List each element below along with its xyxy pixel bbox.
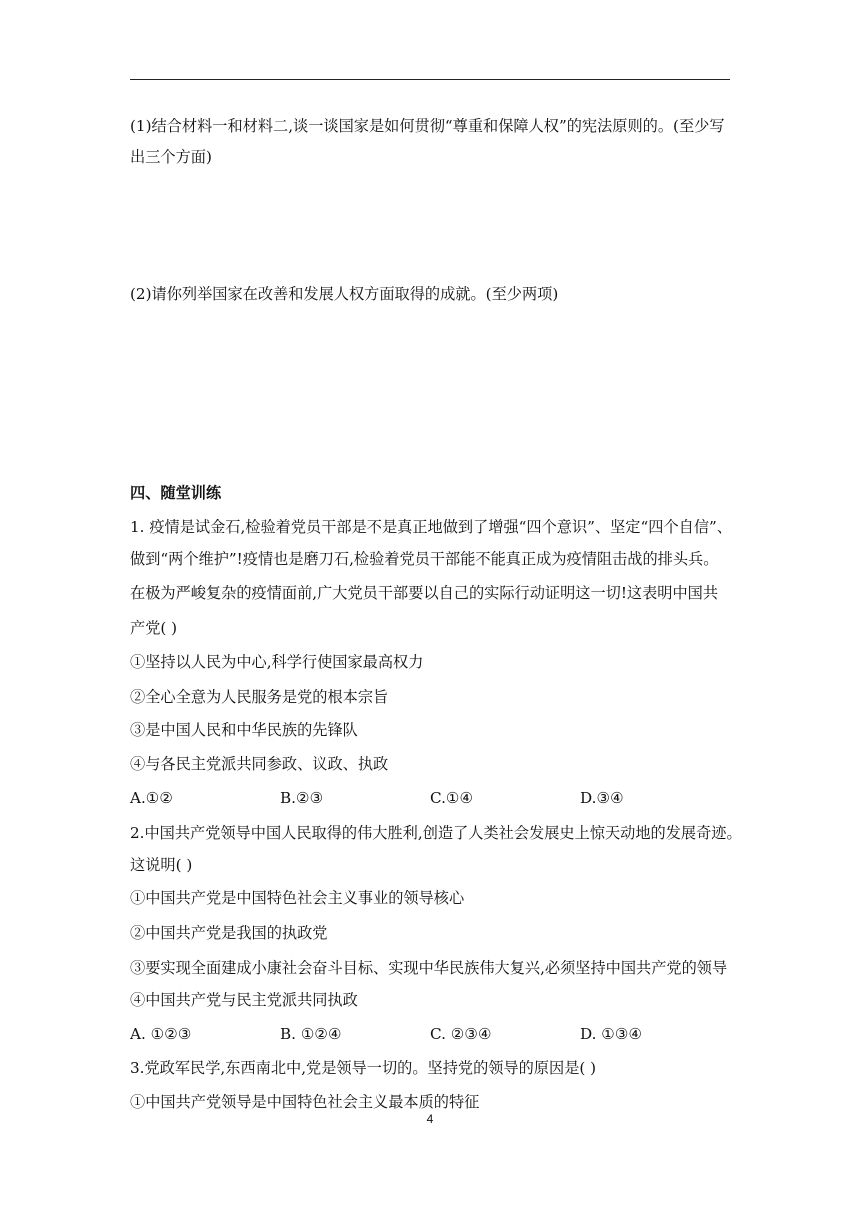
item-1-statement-4: ④与各民主党派共同参政、议政、执政 bbox=[130, 755, 389, 773]
item-2-statement-3: ③要实现全面建成小康社会奋斗目标、实现中华民族伟大复兴,必须坚持中国共产党的领导 bbox=[130, 959, 728, 977]
item-3-stem-line-1: 3.党政军民学,东西南北中,党是领导一切的。坚持党的领导的原因是( ) bbox=[130, 1059, 597, 1077]
question-1-line-1: (1)结合材料一和材料二,谈一谈国家是如何贯彻“尊重和保障人权”的宪法原则的。(至少写 bbox=[130, 117, 725, 135]
item-1-statement-3: ③是中国人民和中华民族的先锋队 bbox=[130, 721, 358, 739]
page-number: 4 bbox=[426, 1112, 434, 1126]
question-1-line-2: 出三个方面) bbox=[130, 148, 212, 166]
item-1-stem-line-3: 在极为严峻复杂的疫情面前,广大党员干部要以自己的实际行动证明这一切!这表明中国共 bbox=[130, 584, 719, 602]
item-3-statement-1: ①中国共产党领导是中国特色社会主义最本质的特征 bbox=[130, 1093, 480, 1111]
item-1-statement-1: ①坚持以人民为中心,科学行使国家最高权力 bbox=[130, 653, 424, 671]
item-2-option-a: A. ①②③ bbox=[130, 1025, 192, 1043]
item-2-statement-4: ④中国共产党与民主党派共同执政 bbox=[130, 991, 358, 1009]
item-1-stem-line-1: 1. 疫情是试金石,检验着党员干部是不是真正地做到了增强“四个意识”、坚定“四个自信”、 bbox=[130, 518, 732, 536]
item-2-option-c: C. ②③④ bbox=[430, 1025, 492, 1043]
item-1-option-d: D.③④ bbox=[580, 789, 624, 807]
item-2-option-d: D. ①③④ bbox=[580, 1025, 643, 1043]
section-heading: 四、随堂训练 bbox=[130, 484, 222, 502]
item-1-stem-line-4: 产党( ) bbox=[130, 619, 178, 637]
item-1-statement-2: ②全心全意为人民服务是党的根本宗旨 bbox=[130, 688, 389, 706]
item-2-stem-line-1: 2.中国共产党领导中国人民取得的伟大胜利,创造了人类社会发展史上惊天动地的发展奇迹。 bbox=[130, 824, 742, 842]
item-1-option-c: C.①④ bbox=[430, 789, 474, 807]
item-2-statement-2: ②中国共产党是我国的执政党 bbox=[130, 924, 328, 942]
item-2-option-b: B. ①②④ bbox=[280, 1025, 342, 1043]
item-2-statement-1: ①中国共产党是中国特色社会主义事业的领导核心 bbox=[130, 889, 465, 907]
item-2-stem-line-2: 这说明( ) bbox=[130, 856, 193, 874]
question-2-line: (2)请你列举国家在改善和发展人权方面取得的成就。(至少两项) bbox=[130, 285, 559, 303]
header-rule bbox=[130, 79, 730, 80]
item-1-option-b: B.②③ bbox=[280, 789, 324, 807]
item-1-stem-line-2: 做到“两个维护”!疫情也是磨刀石,检验着党员干部能不能真正成为疫情阻击战的排头兵。 bbox=[130, 550, 719, 568]
item-1-option-a: A.①② bbox=[130, 789, 174, 807]
